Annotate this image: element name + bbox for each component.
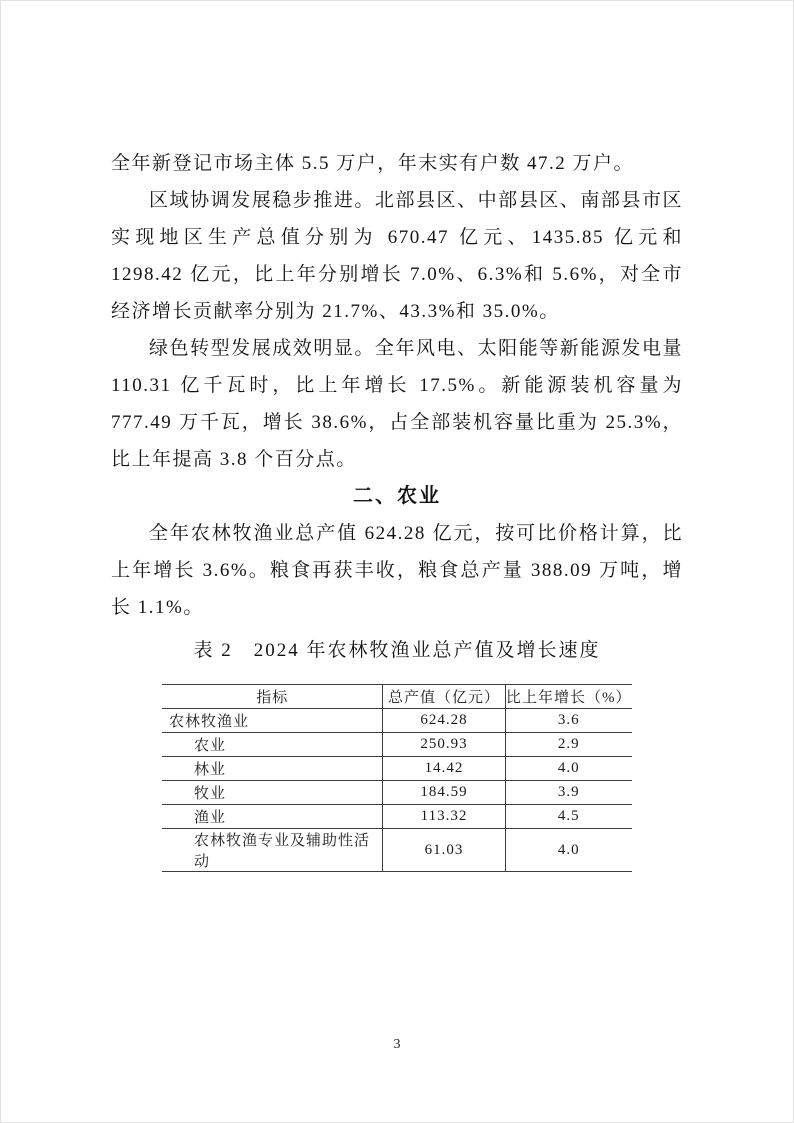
table-row [162,805,632,829]
cell-growth: 4.0 [505,757,632,781]
cell-indicator: 林业 [194,762,227,778]
table-row [162,709,632,733]
cell-value: 113.32 [383,805,505,829]
section-heading-agriculture: 二、农业 [353,485,441,507]
agriculture-output-table [162,684,632,872]
table-header-row [162,685,632,709]
cell-growth: 4.5 [505,805,632,829]
cell-value: 184.59 [383,781,505,805]
page-number: 3 [393,1037,401,1052]
cell-value: 250.93 [383,733,505,757]
cell-value: 61.03 [383,829,505,872]
table-row [162,781,632,805]
cell-indicator: 农林牧渔业 [169,714,250,730]
body-paragraph: 区域协调发展稳步推进。北部县区、中部县区、南部县市区实现地区生产总值分别为 670.47 亿元、1435.85 亿元和 1298.42 亿元，比上年分别增长 7.0%、6.3%和 5.6%，对全市经济增长贡献率分别为 21.7%、43.3%和 35.0%。 [111,190,683,322]
cell-growth: 4.0 [505,829,632,872]
cell-value: 14.42 [383,757,505,781]
cell-indicator: 农业 [194,738,227,754]
table-row [162,829,632,872]
header-growth: 比上年增长（%） [505,685,632,709]
body-paragraph: 全年新登记市场主体 5.5 万户，年末实有户数 47.2 万户。 [111,153,635,174]
section-paragraph: 全年农林牧渔业总产值 624.28 亿元，按可比价格计算，比上年增长 3.6%。粮食再获丰收，粮食总产量 388.09 万吨，增长 1.1%。 [111,523,683,618]
header-output-value: 总产值（亿元） [383,685,505,709]
table-row [162,733,632,757]
cell-indicator: 渔业 [194,810,227,826]
cell-indicator: 农林牧渔专业及辅助性活动 [194,833,371,870]
body-paragraph: 绿色转型发展成效明显。全年风电、太阳能等新能源发电量 110.31 亿千瓦时，比上年增长 17.5%。新能源装机容量为 777.49 万千瓦，增长 38.6%，占全部装机容量比重为 25.3%，比上年提高 3.8 个百分点。 [111,338,683,470]
cell-growth: 3.9 [505,781,632,805]
table-row [162,757,632,781]
header-indicator: 指标 [256,690,289,706]
cell-value: 624.28 [383,709,505,733]
cell-growth: 2.9 [505,733,632,757]
table-title: 表 2 2024 年农林牧渔业总产值及增长速度 [193,640,601,661]
cell-growth: 3.6 [505,709,632,733]
cell-indicator: 牧业 [194,786,227,802]
